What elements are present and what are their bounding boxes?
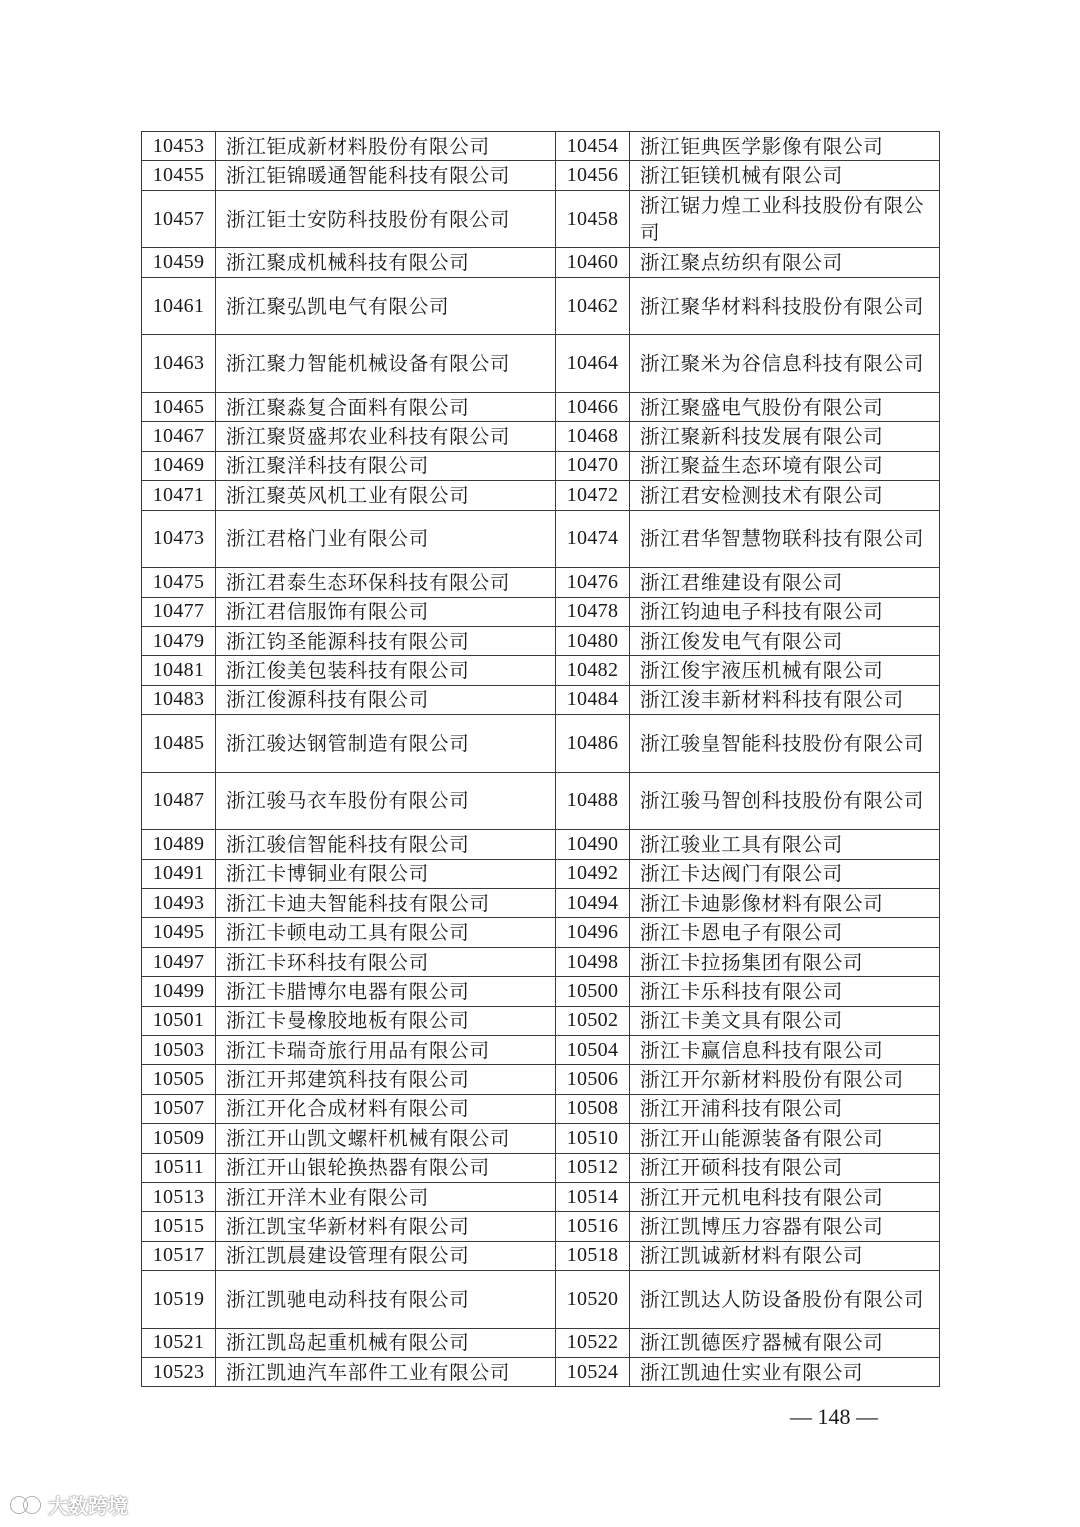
entry-number: 10486 bbox=[556, 715, 630, 773]
company-name: 浙江浚丰新材料科技有限公司 bbox=[630, 685, 940, 714]
entry-number: 10499 bbox=[142, 977, 216, 1006]
company-name: 浙江聚点纺织有限公司 bbox=[630, 248, 940, 277]
entry-number: 10456 bbox=[556, 161, 630, 190]
company-name: 浙江俊源科技有限公司 bbox=[216, 685, 556, 714]
entry-number: 10491 bbox=[142, 859, 216, 888]
entry-number: 10485 bbox=[142, 715, 216, 773]
table-row bbox=[142, 1006, 940, 1035]
company-name: 浙江聚弘凯电气有限公司 bbox=[216, 277, 556, 335]
entry-number: 10508 bbox=[556, 1094, 630, 1123]
entry-number: 10522 bbox=[556, 1328, 630, 1357]
table-row bbox=[142, 1271, 940, 1329]
table-row bbox=[142, 918, 940, 947]
entry-number: 10517 bbox=[142, 1241, 216, 1270]
company-name: 浙江开元机电科技有限公司 bbox=[630, 1182, 940, 1211]
company-name: 浙江钜成新材料股份有限公司 bbox=[216, 132, 556, 161]
company-name: 浙江卡美文具有限公司 bbox=[630, 1006, 940, 1035]
company-name: 浙江君格门业有限公司 bbox=[216, 510, 556, 568]
company-name: 浙江凯驰电动科技有限公司 bbox=[216, 1271, 556, 1329]
company-name: 浙江钧圣能源科技有限公司 bbox=[216, 626, 556, 655]
table-row bbox=[142, 1094, 940, 1123]
entry-number: 10478 bbox=[556, 597, 630, 626]
company-name: 浙江骏达钢管制造有限公司 bbox=[216, 715, 556, 773]
company-name: 浙江开山能源装备有限公司 bbox=[630, 1124, 940, 1153]
table-row bbox=[142, 1328, 940, 1357]
watermark-logo-icon bbox=[10, 1493, 44, 1517]
company-name: 浙江君华智慧物联科技有限公司 bbox=[630, 510, 940, 568]
company-name: 浙江开邦建筑科技有限公司 bbox=[216, 1065, 556, 1094]
company-name: 浙江骏马衣车股份有限公司 bbox=[216, 772, 556, 830]
company-name: 浙江君维建设有限公司 bbox=[630, 568, 940, 597]
company-name: 浙江卡腊博尔电器有限公司 bbox=[216, 977, 556, 1006]
table-row bbox=[142, 392, 940, 421]
entry-number: 10481 bbox=[142, 656, 216, 685]
entry-number: 10502 bbox=[556, 1006, 630, 1035]
watermark bbox=[10, 1490, 128, 1519]
table-row bbox=[142, 889, 940, 918]
entry-number: 10453 bbox=[142, 132, 216, 161]
company-name: 浙江钧迪电子科技有限公司 bbox=[630, 597, 940, 626]
entry-number: 10506 bbox=[556, 1065, 630, 1094]
company-name: 浙江卡拉扬集团有限公司 bbox=[630, 947, 940, 976]
entry-number: 10470 bbox=[556, 451, 630, 480]
entry-number: 10471 bbox=[142, 481, 216, 510]
company-name: 浙江聚贤盛邦农业科技有限公司 bbox=[216, 422, 556, 451]
company-name: 浙江卡达阀门有限公司 bbox=[630, 859, 940, 888]
table-row bbox=[142, 715, 940, 773]
entry-number: 10490 bbox=[556, 830, 630, 859]
entry-number: 10469 bbox=[142, 451, 216, 480]
table-row bbox=[142, 1065, 940, 1094]
company-name: 浙江卡瑞奇旅行用品有限公司 bbox=[216, 1035, 556, 1064]
table-row bbox=[142, 1358, 940, 1387]
entry-number: 10487 bbox=[142, 772, 216, 830]
company-name: 浙江钜镁机械有限公司 bbox=[630, 161, 940, 190]
table-row bbox=[142, 772, 940, 830]
table-row bbox=[142, 1035, 940, 1064]
company-name: 浙江开硕科技有限公司 bbox=[630, 1153, 940, 1182]
page-number: — 148 — bbox=[790, 1404, 878, 1429]
table-row bbox=[142, 1124, 940, 1153]
entry-number: 10514 bbox=[556, 1182, 630, 1211]
company-name: 浙江开洋木业有限公司 bbox=[216, 1182, 556, 1211]
table-row bbox=[142, 977, 940, 1006]
company-name: 浙江骏皇智能科技股份有限公司 bbox=[630, 715, 940, 773]
entry-number: 10460 bbox=[556, 248, 630, 277]
entry-number: 10480 bbox=[556, 626, 630, 655]
company-name: 浙江卡迪夫智能科技有限公司 bbox=[216, 889, 556, 918]
table-row bbox=[142, 656, 940, 685]
company-name: 浙江开山凯文螺杆机械有限公司 bbox=[216, 1124, 556, 1153]
company-name: 浙江聚力智能机械设备有限公司 bbox=[216, 335, 556, 393]
entry-number: 10492 bbox=[556, 859, 630, 888]
entry-number: 10500 bbox=[556, 977, 630, 1006]
company-name: 浙江卡乐科技有限公司 bbox=[630, 977, 940, 1006]
entry-number: 10521 bbox=[142, 1328, 216, 1357]
company-list-table bbox=[141, 131, 940, 1387]
entry-number: 10518 bbox=[556, 1241, 630, 1270]
table-row bbox=[142, 597, 940, 626]
company-name: 浙江聚益生态环境有限公司 bbox=[630, 451, 940, 480]
company-name: 浙江钜锦暖通智能科技有限公司 bbox=[216, 161, 556, 190]
entry-number: 10494 bbox=[556, 889, 630, 918]
entry-number: 10466 bbox=[556, 392, 630, 421]
company-name: 浙江聚英风机工业有限公司 bbox=[216, 481, 556, 510]
entry-number: 10497 bbox=[142, 947, 216, 976]
company-name: 浙江聚华材料科技股份有限公司 bbox=[630, 277, 940, 335]
table-row bbox=[142, 335, 940, 393]
company-name: 浙江卡顿电动工具有限公司 bbox=[216, 918, 556, 947]
company-name: 浙江卡曼橡胶地板有限公司 bbox=[216, 1006, 556, 1035]
company-name: 浙江开化合成材料有限公司 bbox=[216, 1094, 556, 1123]
entry-number: 10454 bbox=[556, 132, 630, 161]
table-row bbox=[142, 451, 940, 480]
entry-number: 10524 bbox=[556, 1358, 630, 1387]
company-name: 浙江骏马智创科技股份有限公司 bbox=[630, 772, 940, 830]
entry-number: 10474 bbox=[556, 510, 630, 568]
company-name: 浙江俊美包装科技有限公司 bbox=[216, 656, 556, 685]
table-row bbox=[142, 830, 940, 859]
entry-number: 10483 bbox=[142, 685, 216, 714]
company-name: 浙江凯岛起重机械有限公司 bbox=[216, 1328, 556, 1357]
entry-number: 10519 bbox=[142, 1271, 216, 1329]
entry-number: 10484 bbox=[556, 685, 630, 714]
company-name: 浙江锯力煌工业科技股份有限公司 bbox=[630, 190, 940, 248]
company-name: 浙江开尔新材料股份有限公司 bbox=[630, 1065, 940, 1094]
watermark-text: 大数跨境 bbox=[48, 1494, 128, 1518]
company-name: 浙江凯达人防设备股份有限公司 bbox=[630, 1271, 940, 1329]
entry-number: 10509 bbox=[142, 1124, 216, 1153]
company-name: 浙江骏信智能科技有限公司 bbox=[216, 830, 556, 859]
table-row bbox=[142, 190, 940, 248]
entry-number: 10464 bbox=[556, 335, 630, 393]
entry-number: 10473 bbox=[142, 510, 216, 568]
table-row bbox=[142, 685, 940, 714]
entry-number: 10520 bbox=[556, 1271, 630, 1329]
company-name: 浙江聚洋科技有限公司 bbox=[216, 451, 556, 480]
entry-number: 10458 bbox=[556, 190, 630, 248]
entry-number: 10465 bbox=[142, 392, 216, 421]
entry-number: 10459 bbox=[142, 248, 216, 277]
company-name: 浙江钜典医学影像有限公司 bbox=[630, 132, 940, 161]
table-row bbox=[142, 626, 940, 655]
company-name: 浙江凯迪仕实业有限公司 bbox=[630, 1358, 940, 1387]
company-name: 浙江聚淼复合面料有限公司 bbox=[216, 392, 556, 421]
table-row bbox=[142, 1241, 940, 1270]
company-name: 浙江君信服饰有限公司 bbox=[216, 597, 556, 626]
company-name: 浙江聚新科技发展有限公司 bbox=[630, 422, 940, 451]
company-name: 浙江开山银轮换热器有限公司 bbox=[216, 1153, 556, 1182]
table-row bbox=[142, 277, 940, 335]
entry-number: 10462 bbox=[556, 277, 630, 335]
company-name: 浙江卡迪影像材料有限公司 bbox=[630, 889, 940, 918]
company-name: 浙江君安检测技术有限公司 bbox=[630, 481, 940, 510]
entry-number: 10510 bbox=[556, 1124, 630, 1153]
entry-number: 10472 bbox=[556, 481, 630, 510]
entry-number: 10467 bbox=[142, 422, 216, 451]
entry-number: 10493 bbox=[142, 889, 216, 918]
entry-number: 10515 bbox=[142, 1212, 216, 1241]
entry-number: 10463 bbox=[142, 335, 216, 393]
company-name: 浙江聚盛电气股份有限公司 bbox=[630, 392, 940, 421]
entry-number: 10504 bbox=[556, 1035, 630, 1064]
table-row bbox=[142, 132, 940, 161]
entry-number: 10457 bbox=[142, 190, 216, 248]
entry-number: 10505 bbox=[142, 1065, 216, 1094]
table-row bbox=[142, 947, 940, 976]
entry-number: 10475 bbox=[142, 568, 216, 597]
entry-number: 10489 bbox=[142, 830, 216, 859]
entry-number: 10523 bbox=[142, 1358, 216, 1387]
table-row bbox=[142, 1153, 940, 1182]
company-name: 浙江聚米为谷信息科技有限公司 bbox=[630, 335, 940, 393]
table-row bbox=[142, 1212, 940, 1241]
entry-number: 10501 bbox=[142, 1006, 216, 1035]
entry-number: 10488 bbox=[556, 772, 630, 830]
entry-number: 10495 bbox=[142, 918, 216, 947]
company-name: 浙江卡环科技有限公司 bbox=[216, 947, 556, 976]
company-name: 浙江凯博压力容器有限公司 bbox=[630, 1212, 940, 1241]
company-name: 浙江君泰生态环保科技有限公司 bbox=[216, 568, 556, 597]
table-row bbox=[142, 422, 940, 451]
entry-number: 10477 bbox=[142, 597, 216, 626]
table-row bbox=[142, 568, 940, 597]
company-name: 浙江聚成机械科技有限公司 bbox=[216, 248, 556, 277]
entry-number: 10496 bbox=[556, 918, 630, 947]
entry-number: 10476 bbox=[556, 568, 630, 597]
entry-number: 10503 bbox=[142, 1035, 216, 1064]
entry-number: 10455 bbox=[142, 161, 216, 190]
entry-number: 10511 bbox=[142, 1153, 216, 1182]
entry-number: 10461 bbox=[142, 277, 216, 335]
table-row bbox=[142, 248, 940, 277]
table-row bbox=[142, 859, 940, 888]
company-name: 浙江俊宇液压机械有限公司 bbox=[630, 656, 940, 685]
company-name: 浙江卡赢信息科技有限公司 bbox=[630, 1035, 940, 1064]
company-name: 浙江凯宝华新材料有限公司 bbox=[216, 1212, 556, 1241]
company-name: 浙江凯德医疗器械有限公司 bbox=[630, 1328, 940, 1357]
company-name: 浙江开浦科技有限公司 bbox=[630, 1094, 940, 1123]
entry-number: 10468 bbox=[556, 422, 630, 451]
company-name: 浙江凯诚新材料有限公司 bbox=[630, 1241, 940, 1270]
entry-number: 10479 bbox=[142, 626, 216, 655]
table-row bbox=[142, 510, 940, 568]
table-body bbox=[142, 132, 940, 1387]
entry-number: 10507 bbox=[142, 1094, 216, 1123]
entry-number: 10516 bbox=[556, 1212, 630, 1241]
company-name: 浙江卡恩电子有限公司 bbox=[630, 918, 940, 947]
table-row bbox=[142, 161, 940, 190]
entry-number: 10482 bbox=[556, 656, 630, 685]
company-name: 浙江骏业工具有限公司 bbox=[630, 830, 940, 859]
table-row bbox=[142, 481, 940, 510]
entry-number: 10512 bbox=[556, 1153, 630, 1182]
company-name: 浙江俊发电气有限公司 bbox=[630, 626, 940, 655]
company-name: 浙江卡博铜业有限公司 bbox=[216, 859, 556, 888]
entry-number: 10498 bbox=[556, 947, 630, 976]
company-name: 浙江凯晨建设管理有限公司 bbox=[216, 1241, 556, 1270]
company-name: 浙江凯迪汽车部件工业有限公司 bbox=[216, 1358, 556, 1387]
company-name: 浙江钜士安防科技股份有限公司 bbox=[216, 190, 556, 248]
entry-number: 10513 bbox=[142, 1182, 216, 1211]
table-row bbox=[142, 1182, 940, 1211]
